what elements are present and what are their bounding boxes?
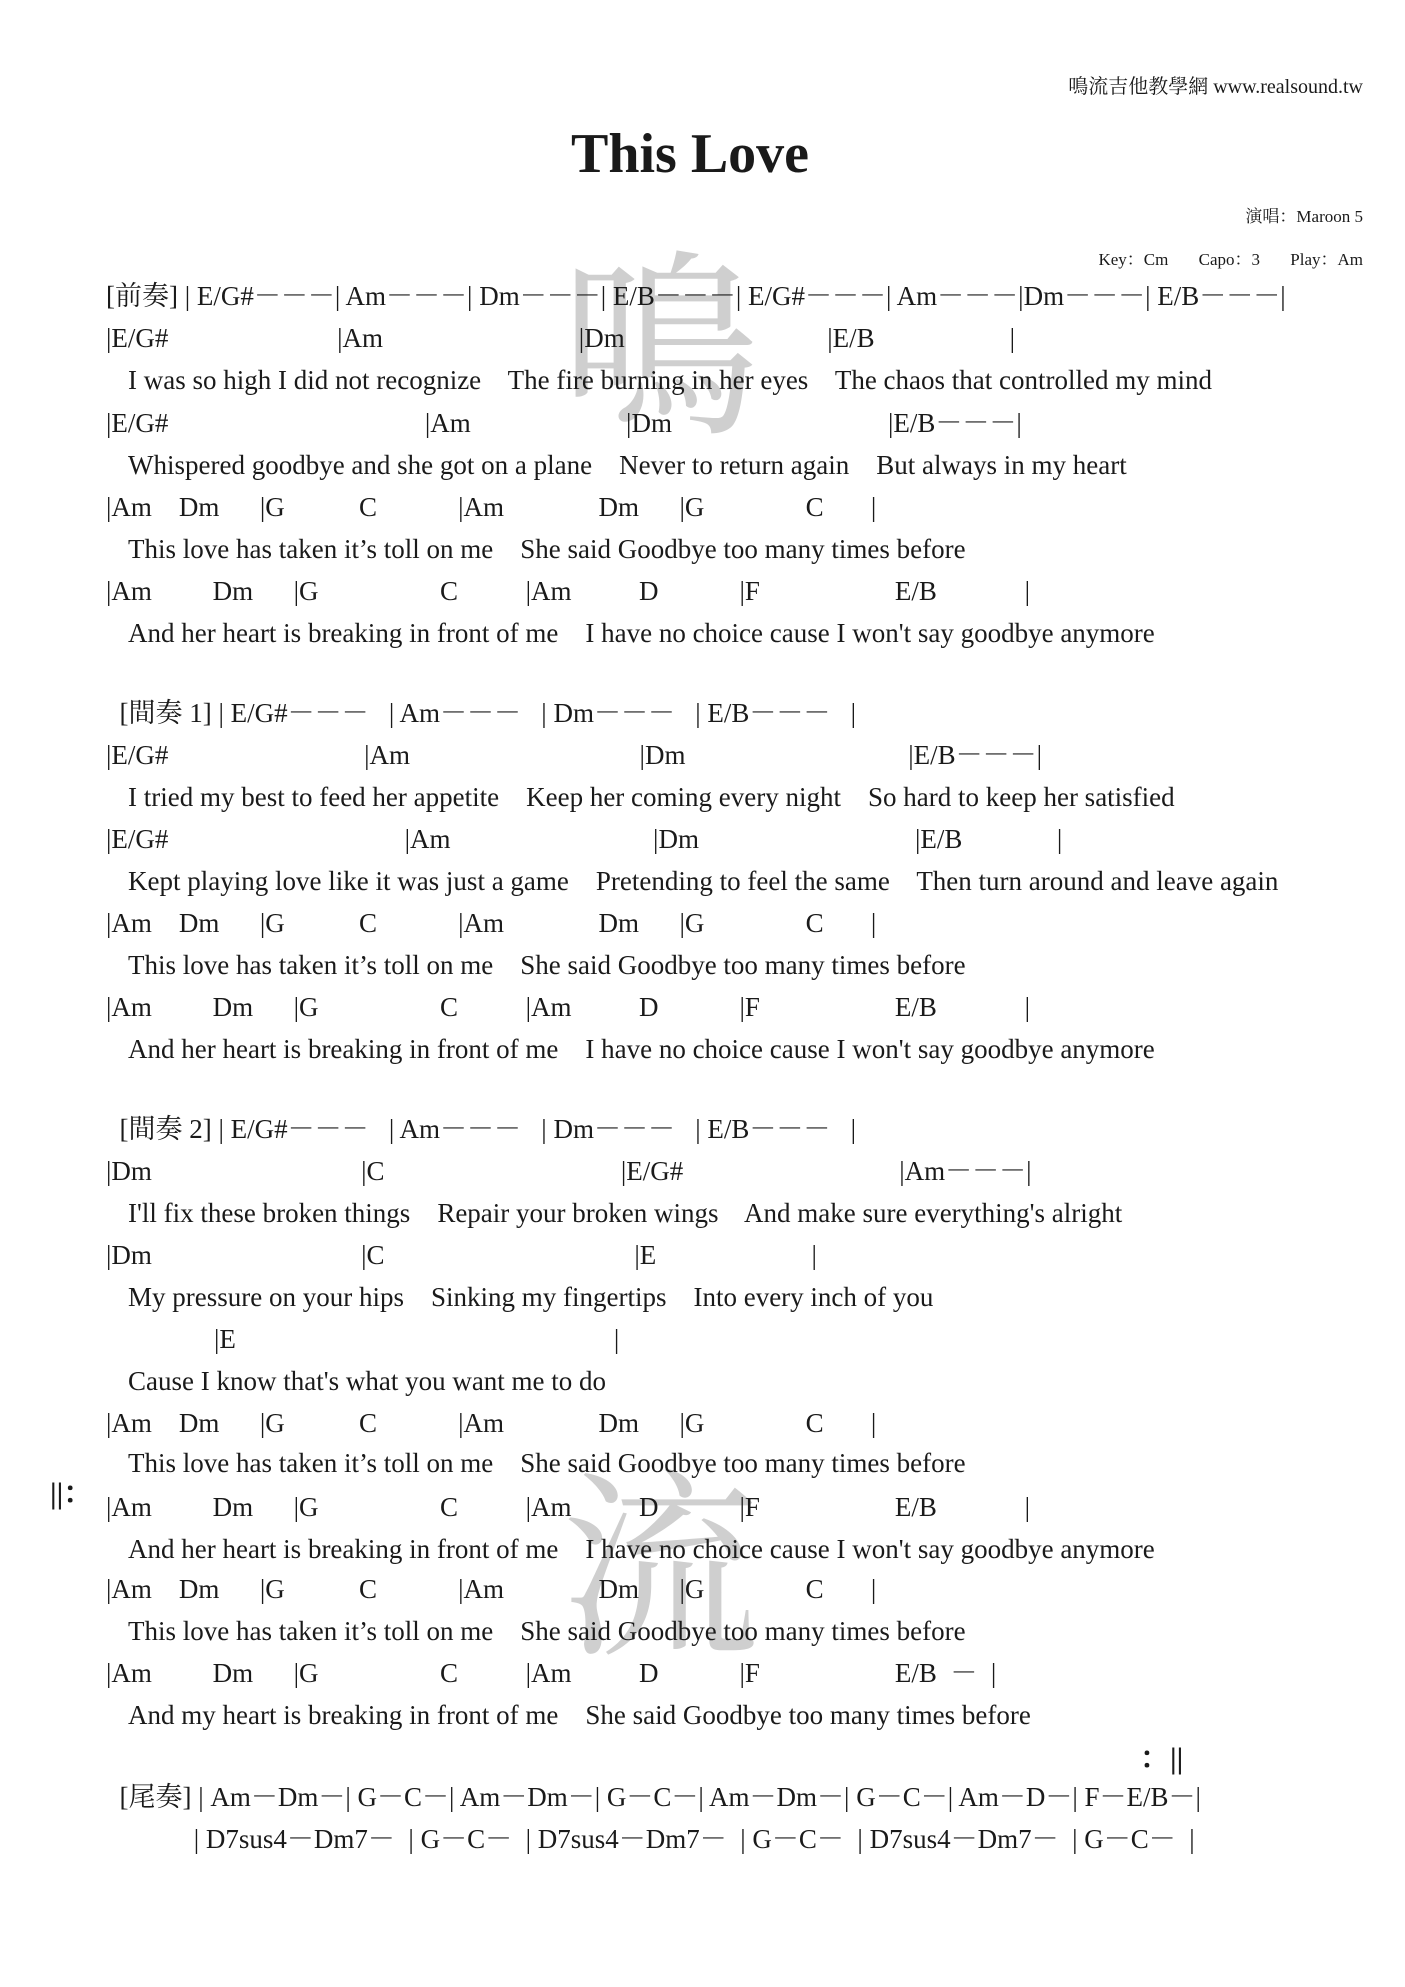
- lyric-line: My pressure on your hips Sinking my fingertips Into every inch of you: [128, 1282, 934, 1312]
- chord-line: |E |: [106, 1324, 620, 1354]
- chord-line: |E/G# |Am |Dm |E/B |: [106, 824, 1063, 854]
- chord-line: |E/G# |Am |Dm |E/B－－－|: [106, 740, 1043, 770]
- lyric-line: This love has taken it’s toll on me She said Goodbye too many times before: [128, 1616, 966, 1646]
- chord-line: [前奏] | E/G#－－－| Am－－－| Dm－－－| E/B－－－| E/G#－－－| Am－－－|Dm－－－| E/B－－－|: [106, 281, 1286, 311]
- chord-line: |Am Dm |G C |Am D |F E/B － |: [106, 1658, 997, 1688]
- chord-line: | D7sus4－Dm7－ | G－C－ | D7sus4－Dm7－ | G－C－ | D7sus4－Dm7－ | G－C－ |: [106, 1824, 1195, 1854]
- lyric-line: Cause I know that's what you want me to do: [128, 1366, 607, 1396]
- lyric-line: And her heart is breaking in front of me I have no choice cause I won't say goodbye anymore: [128, 1034, 1155, 1064]
- chord-line: |Am Dm |G C |Am D |F E/B |: [106, 576, 1031, 606]
- chord-line: [間奏 1] | E/G#－－－ | Am－－－ | Dm－－－ | E/B－－－ |: [106, 698, 857, 728]
- chord-line: [間奏 2] | E/G#－－－ | Am－－－ | Dm－－－ | E/B－－－ |: [106, 1114, 857, 1144]
- chord-line: |Am Dm |G C |Am Dm |G C |: [106, 1574, 877, 1604]
- capo-label: Capo：3: [1198, 250, 1261, 269]
- chord-line: [尾奏] | Am－Dm－| G－C－| Am－Dm－| G－C－| Am－Dm－| G－C－| Am－D－| F－E/B－|: [106, 1782, 1201, 1812]
- lyric-line: And her heart is breaking in front of me I have no choice cause I won't say goodbye anymore: [128, 1534, 1155, 1564]
- watermark-bottom: 流: [560, 1453, 761, 1686]
- chord-line: |E/G# |Am |Dm |E/B |: [106, 323, 1016, 353]
- repeat-end: ：||: [1140, 1742, 1184, 1775]
- site-header: 鳴流吉他教學網 www.realsound.tw: [1068, 76, 1363, 98]
- singer-credit: 演唱：Maroon 5: [1245, 207, 1363, 226]
- chord-line: |Dm |C |E |: [106, 1240, 817, 1270]
- song-title: This Love: [570, 123, 810, 185]
- lyric-line: I tried my best to feed her appetite Keep her coming every night So hard to keep her satisfied: [128, 782, 1175, 812]
- chord-line: |Am Dm |G C |Am Dm |G C |: [106, 908, 877, 938]
- repeat-start: ||：: [50, 1477, 94, 1510]
- lyric-line: I was so high I did not recognize The fire burning in her eyes The chaos that controlled my mind: [128, 365, 1212, 395]
- chord-line: |Am Dm |G C |Am D |F E/B |: [106, 992, 1031, 1022]
- chord-line: |Am Dm |G C |Am D |F E/B |: [106, 1492, 1031, 1522]
- lyric-line: This love has taken it’s toll on me She said Goodbye too many times before: [128, 534, 966, 564]
- lyric-line: I'll fix these broken things Repair your broken wings And make sure everything's alright: [128, 1198, 1123, 1228]
- play-label: Play：Am: [1290, 250, 1363, 269]
- key-label: Key：Cm: [1098, 250, 1169, 269]
- watermark-top: 鳴: [560, 233, 761, 466]
- lyric-line: This love has taken it’s toll on me She said Goodbye too many times before: [128, 1448, 966, 1478]
- chord-line: |Am Dm |G C |Am Dm |G C |: [106, 492, 877, 522]
- lyric-line: Whispered goodbye and she got on a plane Never to return again But always in my heart: [128, 450, 1127, 480]
- chord-line: |E/G# |Am |Dm |E/B－－－|: [106, 408, 1022, 438]
- lyric-line: And her heart is breaking in front of me I have no choice cause I won't say goodbye anymore: [128, 618, 1155, 648]
- lyric-line: And my heart is breaking in front of me She said Goodbye too many times before: [128, 1700, 1031, 1730]
- lyric-line: This love has taken it’s toll on me She said Goodbye too many times before: [128, 950, 966, 980]
- chord-line: |Dm |C |E/G# |Am－－－|: [106, 1156, 1032, 1186]
- lyric-line: Kept playing love like it was just a game Pretending to feel the same Then turn around and leave again: [128, 866, 1279, 896]
- chord-line: |Am Dm |G C |Am Dm |G C |: [106, 1408, 877, 1438]
